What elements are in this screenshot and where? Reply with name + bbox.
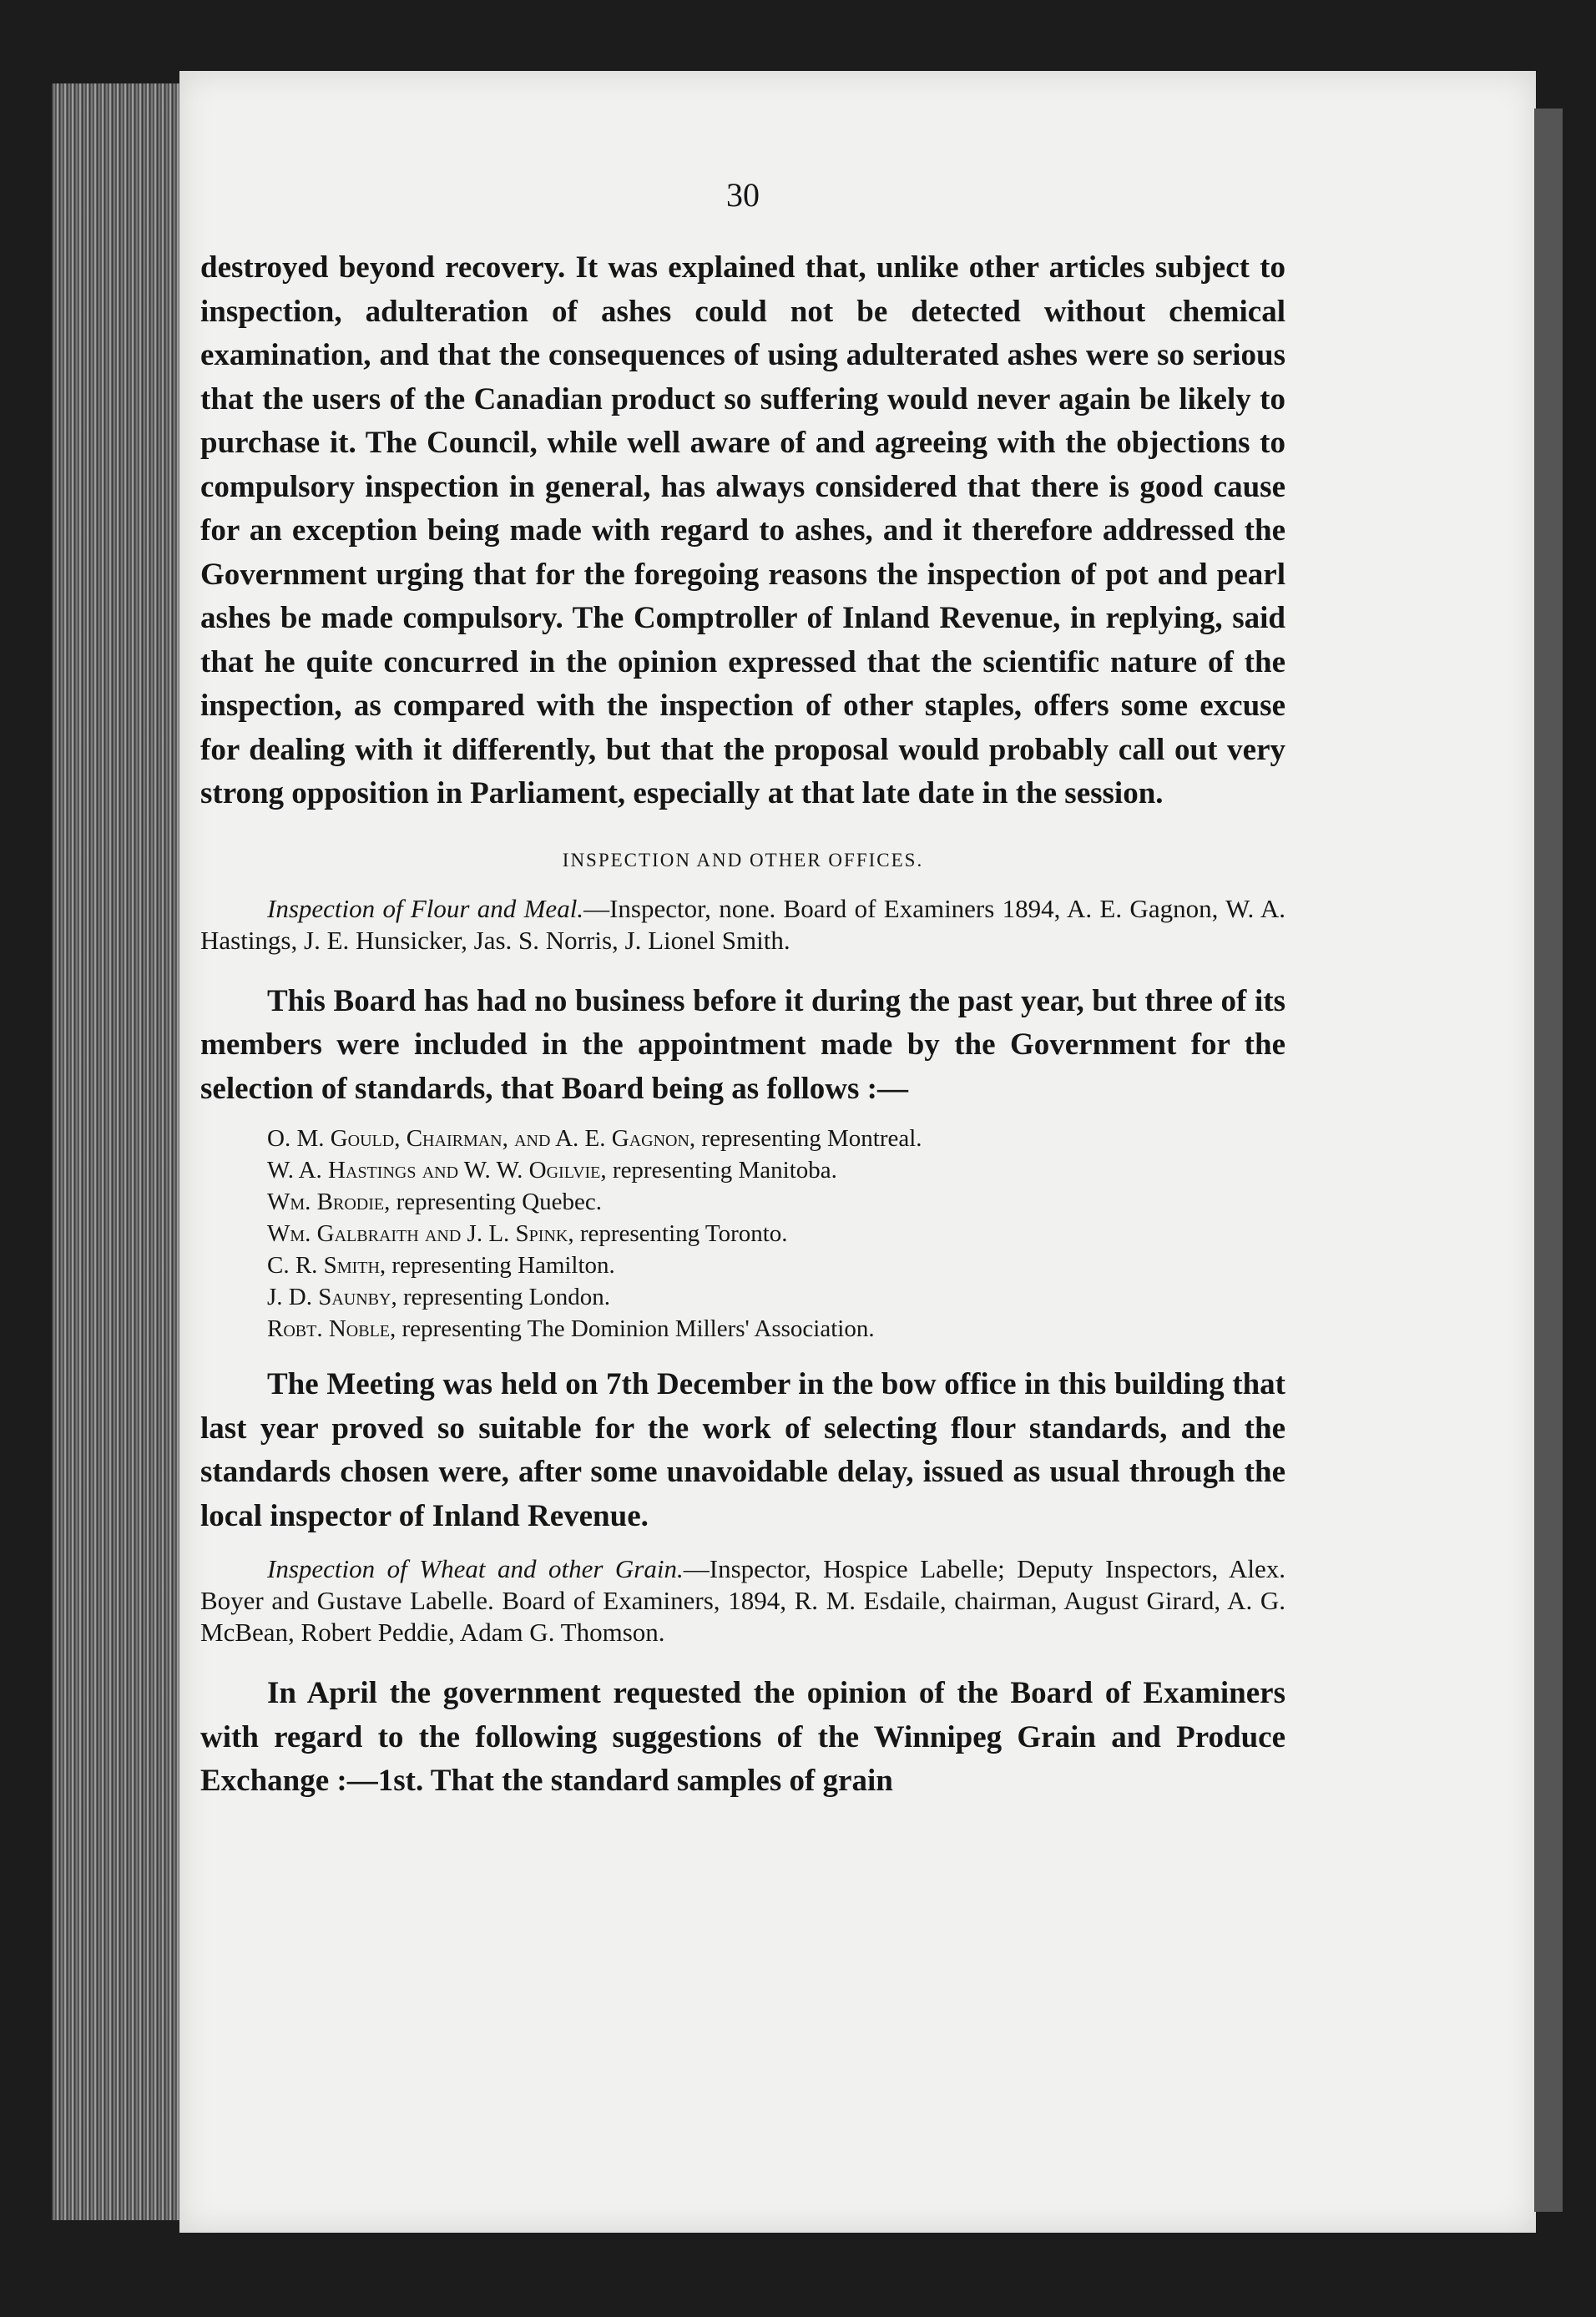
- paragraph-flour-inspection: [200, 893, 1285, 957]
- roster-entry: J. D. Saunby, representing London.: [267, 1284, 611, 1310]
- wheat-inspection-text: —Inspector, Hospice Labelle; Deputy Inspectors, Alex. Boyer and Gustave Labelle. Board of Examiners, 1894, R. M. Esdaile, chairman, August Girard, A. G. McBean, Robert Peddie, Adam G. Thomson.: [200, 1554, 1285, 1647]
- page-content: [200, 175, 1285, 1804]
- roster-entry: Wm. Brodie, representing Quebec.: [267, 1189, 602, 1215]
- roster-entry: C. R. Smith, representing Hamilton.: [267, 1252, 615, 1279]
- paragraph-april-request: In April the government requested the opinion of the Board of Examiners with regard to the following suggestions of the Winnipeg Grain and Produce Exchange :—1st. That the standard samples of grain: [200, 1676, 1285, 1798]
- page-number: 30: [726, 176, 760, 214]
- flour-inspection-text: —Inspector, none. Board of Examiners 1894, A. E. Gagnon, W. A. Hastings, J. E. Hunsicker, Jas. S. Norris, J. Lionel Smith.: [200, 893, 1285, 955]
- paragraph-meeting: The Meeting was held on 7th December in the bow office in this building that last year proved so suitable for the work of selecting flour standards, and the standards chosen were, after some unavoidable delay, issued as usual through the local inspector of Inland Revenue.: [200, 1367, 1285, 1533]
- roster-entry: O. M. Gould, Chairman, and A. E. Gagnon, representing Montreal.: [267, 1125, 922, 1152]
- paragraph-board-business: This Board has had no business before it during the past year, but three of its members were included in the appointment made by the Government for the selection of standards, that Board being as follows :—: [200, 983, 1285, 1106]
- paragraph-ashes: destroyed beyond recovery. It was explained that, unlike other articles subject to inspection, adulteration of ashes could not be detected without chemical examination, and that the consequences of using adulterated ashes were so serious that the users of the Canadian product so suffering would never again be likely to purchase it. The Council, while well aware of and agreeing with the objections to compulsory inspection in general, has always considered that there is good cause for an exception being made with regard to ashes, and it therefore addressed the Government urging that for the foregoing reasons the inspection of pot and pearl ashes be made compulsory. The Comptroller of Inland Revenue, in replying, said that he quite concurred in the opinion expressed that the scientific nature of the inspection, as compared with the inspection of other staples, offers some excuse for dealing with it differently, but that the proposal would probably call out very strong opposition in Parliament, especially at that late date in the session.: [200, 250, 1285, 810]
- section-heading: INSPECTION AND OTHER OFFICES.: [562, 849, 924, 871]
- flour-inspection-title: Inspection of Flour and Meal.: [267, 893, 584, 923]
- wheat-inspection-title: Inspection of Wheat and other Grain.: [267, 1554, 684, 1583]
- standards-board-roster: [267, 1123, 1285, 1345]
- roster-entry: W. A. Hastings and W. W. Ogilvie, representing Manitoba.: [267, 1157, 837, 1184]
- book-cover-edge: [1534, 109, 1563, 2212]
- roster-entry: Robt. Noble, representing The Dominion Millers' Association.: [267, 1315, 875, 1342]
- roster-entry: Wm. Galbraith and J. L. Spink, representing Toronto.: [267, 1220, 788, 1247]
- paragraph-wheat-inspection: [200, 1553, 1285, 1648]
